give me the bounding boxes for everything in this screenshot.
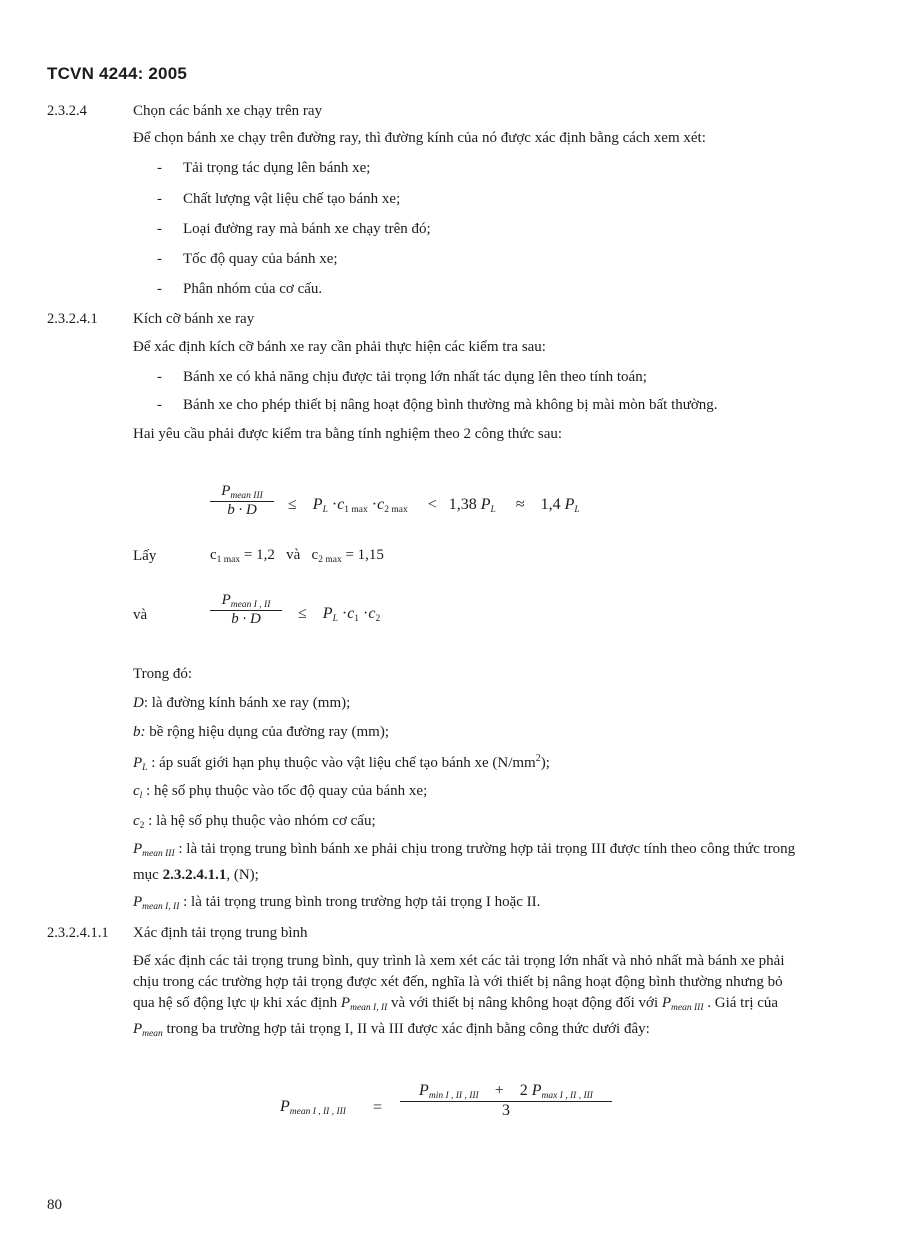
definition-text: , (N); <box>226 867 259 883</box>
list-item: Bánh xe cho phép thiết bị nâng hoạt động bình thường mà không bị mài mòn bất thường. <box>183 397 718 413</box>
definition-c1 <box>133 783 427 801</box>
math-operator: = <box>373 1099 383 1116</box>
math-number: 1,4 <box>540 496 561 513</box>
math-subscript: L <box>322 505 328 515</box>
math-symbol: c <box>337 496 345 513</box>
paragraph: Để xác định kích cỡ bánh xe ray cần phải thực hiện các kiểm tra sau: <box>133 339 546 355</box>
definition-text: : là tải trọng trung bình bánh xe phải chịu trong trường hợp tải trọng III được tính theo công thức trong mục <box>133 841 796 883</box>
math-subscript: mean I , II , III <box>289 1107 346 1117</box>
math-symbol: P <box>133 1021 143 1037</box>
equation-3-lhs <box>280 1098 346 1117</box>
section-number: 2.3.2.4.1.1 <box>47 925 109 941</box>
bullet-dash: - <box>157 191 162 207</box>
bullet-dash: - <box>157 281 162 297</box>
paragraph: Để chọn bánh xe chạy trên đường ray, thì đường kính của nó được xác định bằng cách xem xét: <box>133 130 706 146</box>
math-subscript: mean <box>142 1029 163 1039</box>
math-superscript: 2 <box>535 753 541 764</box>
math-symbol: P <box>133 841 143 857</box>
math-subscript: mean I , II <box>230 600 271 610</box>
list-item: Tải trọng tác dụng lên bánh xe; <box>183 160 371 176</box>
math-subscript: mean III <box>671 1003 704 1013</box>
math-operator: ≈ <box>515 496 525 513</box>
math-symbol: c <box>311 547 319 563</box>
take-label: Lấy <box>133 548 157 564</box>
definition-text: : hệ số phụ thuộc vào tốc độ quay của bánh xe; <box>142 783 428 799</box>
list-item: Phân nhóm của cơ cấu. <box>183 281 323 297</box>
math-symbol: P <box>340 995 351 1011</box>
math-operator: · <box>363 605 369 622</box>
paragraph-text: . Giá trị của <box>703 995 779 1011</box>
math-subscript: 1 <box>354 614 360 624</box>
paragraph-text: trong ba trường hợp tải trọng I, II và III được xác định bằng công thức dưới đây: <box>162 1021 650 1037</box>
definition-c2 <box>133 813 376 831</box>
math-operator: < <box>427 496 437 513</box>
equation-2-label: và <box>133 607 148 623</box>
math-subscript: mean I, II <box>142 902 180 912</box>
math-subscript: 2 max <box>384 505 408 515</box>
math-symbol: P <box>322 605 333 622</box>
math-symbol: P <box>661 995 672 1011</box>
section-heading: Chọn các bánh xe chạy trên ray <box>133 103 323 119</box>
math-symbol: c <box>377 496 385 513</box>
take-and: và <box>286 547 301 563</box>
bullet-dash: - <box>157 221 162 237</box>
equation-1-fraction <box>210 483 274 519</box>
definition-pl <box>133 753 550 773</box>
math-symbol: c <box>368 605 376 622</box>
math-denominator: 3 <box>502 1102 510 1119</box>
equation-1-rhs <box>288 496 580 515</box>
math-subscript: 2 <box>375 614 381 624</box>
paragraph-text: Để xác định các tải trọng trung bình, quy trình là xem xét các tải trọng lớn nhất và nhỏ nhất mà bánh xe phải chịu trong các trường hợp tải trọng được xét đến, nghĩa là với thiết bị nâng hoạt động bình thường nhưng bỏ qua hệ số động lực ψ khi xác định <box>133 953 785 1011</box>
math-subscript: L <box>142 763 148 773</box>
math-symbol: P <box>564 496 575 513</box>
math-subscript: max I , II , III <box>541 1091 593 1101</box>
definition-pmean12 <box>133 894 540 912</box>
math-symbol: D <box>133 695 144 711</box>
section-number: 2.3.2.4 <box>47 103 87 119</box>
list-item: Bánh xe có khả năng chịu được tải trọng lớn nhất tác dụng lên theo tính toán; <box>183 369 647 385</box>
math-subscript: mean III <box>142 849 175 859</box>
math-symbol: P <box>133 755 143 771</box>
math-operator: · <box>331 496 338 513</box>
equation-2-rhs <box>298 605 380 624</box>
definition-text: bề rộng hiệu dụng của đường ray (mm); <box>145 724 390 740</box>
section-heading: Xác định tải trọng trung bình <box>133 925 308 941</box>
math-subscript: mean I, II <box>350 1003 388 1013</box>
math-symbol: P <box>480 496 491 513</box>
math-subscript: l <box>139 791 143 801</box>
math-denominator: b · D <box>231 611 261 627</box>
take-values <box>210 547 384 565</box>
math-symbol: P <box>221 592 231 608</box>
math-symbol: c <box>347 605 355 622</box>
math-number: 2 <box>519 1082 528 1099</box>
bullet-dash: - <box>157 369 162 385</box>
math-symbol: P <box>133 894 143 910</box>
math-subscript: min I , II , III <box>428 1091 479 1101</box>
math-value: = 1,15 <box>345 547 384 563</box>
section-reference: 2.3.2.4.1.1 <box>162 867 227 883</box>
equation-3-fraction <box>400 1082 612 1120</box>
page-number: 80 <box>47 1197 62 1213</box>
paragraph-text: và với thiết bị nâng không hoạt động đối với <box>387 995 662 1011</box>
paragraph <box>133 951 803 1045</box>
definition-b <box>133 724 389 741</box>
definition-text: : là đường kính bánh xe ray (mm); <box>143 695 351 711</box>
list-item: Tốc độ quay của bánh xe; <box>183 251 338 267</box>
bullet-dash: - <box>157 160 162 176</box>
math-denominator: b · D <box>227 502 257 518</box>
math-symbol: P <box>419 1082 429 1099</box>
document-header: TCVN 4244: 2005 <box>47 64 188 83</box>
math-symbol: P <box>280 1098 290 1115</box>
definition-d <box>133 695 350 712</box>
equation-2-fraction <box>210 592 282 628</box>
math-subscript: 2 <box>139 821 145 831</box>
math-symbol: c <box>133 813 140 829</box>
math-operator: · <box>341 605 348 622</box>
math-symbol: c <box>210 547 217 563</box>
math-subscript: L <box>332 614 338 624</box>
definitions-title: Trong đó: <box>133 666 193 682</box>
math-number: 1,38 <box>448 496 477 513</box>
math-subscript: mean III <box>230 491 263 501</box>
math-subscript: L <box>574 505 580 515</box>
section-heading: Kích cỡ bánh xe ray <box>133 311 255 327</box>
math-subscript: 2 max <box>318 555 342 565</box>
definition-pmean3 <box>133 839 803 886</box>
section-number: 2.3.2.4.1 <box>47 311 98 327</box>
list-item: Loại đường ray mà bánh xe chạy trên đó; <box>183 221 431 237</box>
math-subscript: 1 max <box>216 555 241 565</box>
math-symbol: b: <box>133 724 146 740</box>
bullet-dash: - <box>157 397 162 413</box>
paragraph: Hai yêu cầu phải được kiểm tra bằng tính nghiệm theo 2 công thức sau: <box>133 426 563 442</box>
math-subscript: 1 max <box>344 505 368 515</box>
math-symbol: c <box>133 783 140 799</box>
definition-text: : là tải trọng trung bình trong trường hợp tải trọng I hoặc II. <box>179 894 541 910</box>
definition-text: ); <box>540 755 550 771</box>
definition-text: : áp suất giới hạn phụ thuộc vào vật liệu chế tạo bánh xe (N/mm <box>147 755 536 771</box>
math-operator: ≤ <box>298 605 307 622</box>
math-symbol: P <box>312 496 323 513</box>
list-item: Chất lượng vật liệu chế tạo bánh xe; <box>183 191 401 207</box>
math-value: = 1,2 <box>243 547 275 563</box>
math-operator: ≤ <box>288 496 297 513</box>
definition-text: : là hệ số phụ thuộc vào nhóm cơ cấu; <box>144 813 376 829</box>
math-operator: · <box>371 496 378 513</box>
math-subscript: L <box>490 505 496 515</box>
math-symbol: P <box>221 483 231 499</box>
math-symbol: P <box>531 1082 542 1099</box>
bullet-dash: - <box>157 251 162 267</box>
math-operator: + <box>494 1082 504 1099</box>
